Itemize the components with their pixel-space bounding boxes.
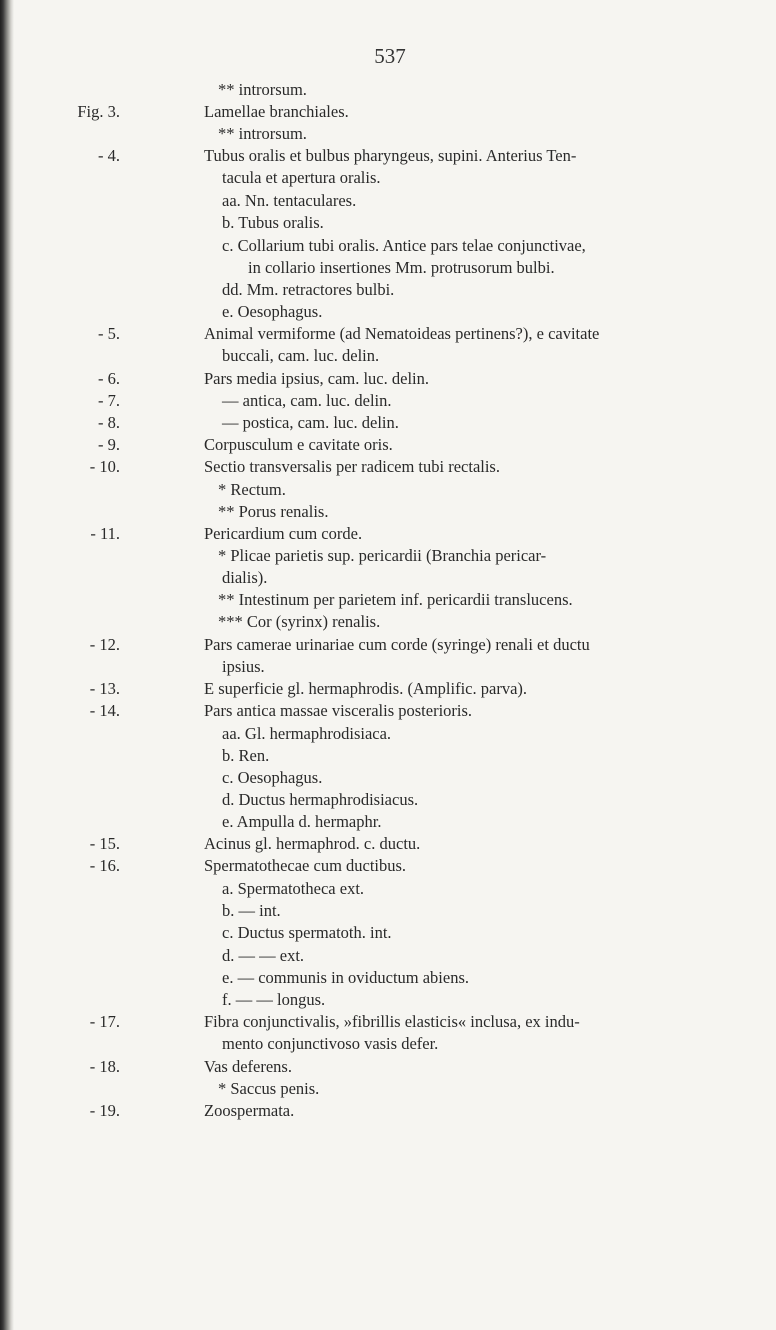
figure-number: - 14. bbox=[89, 701, 120, 720]
legend-line: c. Collarium tubi oralis. Antice pars telae conjunctivae, bbox=[222, 236, 586, 255]
legend-line: b. — int. bbox=[222, 901, 281, 920]
legend-line: tacula et apertura oralis. bbox=[222, 168, 381, 187]
legend-line: ** Intestinum per parietem inf. pericardii translucens. bbox=[218, 590, 573, 609]
legend-line: * Saccus penis. bbox=[218, 1079, 320, 1098]
legend-line: c. Ductus spermatoth. int. bbox=[222, 923, 392, 942]
figure-number: - 18. bbox=[89, 1057, 120, 1076]
figure-number: - 15. bbox=[89, 834, 120, 853]
figure-number: - 6. bbox=[98, 369, 120, 388]
legend-line: b. Tubus oralis. bbox=[222, 213, 324, 232]
legend-line: Fibra conjunctivalis, »fibrillis elasticis« inclusa, ex indu- bbox=[204, 1012, 580, 1031]
legend-line: dd. Mm. retractores bulbi. bbox=[222, 280, 395, 299]
figure-number: - 7. bbox=[98, 391, 120, 410]
legend-line: * Rectum. bbox=[218, 480, 286, 499]
legend-line: ** introrsum. bbox=[218, 80, 307, 99]
page-binding-shadow bbox=[0, 0, 14, 1330]
legend-line: e. Ampulla d. hermaphr. bbox=[222, 812, 382, 831]
legend-line: Acinus gl. hermaphrod. c. ductu. bbox=[204, 834, 421, 853]
figure-number: - 5. bbox=[98, 324, 120, 343]
legend-line: Pars antica massae visceralis posterioris. bbox=[204, 701, 473, 720]
legend-line: ** Porus renalis. bbox=[218, 502, 329, 521]
legend-line: e. Oesophagus. bbox=[222, 302, 323, 321]
legend-line: Pars camerae urinariae cum corde (syringe) renali et ductu bbox=[204, 635, 590, 654]
legend-line: Animal vermiforme (ad Nematoideas pertinens?), e cavitate bbox=[204, 324, 600, 343]
figure-number: - 11. bbox=[90, 524, 120, 543]
legend-line: f. — — longus. bbox=[222, 990, 326, 1009]
legend-line: a. Spermatotheca ext. bbox=[222, 879, 365, 898]
legend-line: d. Ductus hermaphrodisiacus. bbox=[222, 790, 419, 809]
legend-line: Corpusculum e cavitate oris. bbox=[204, 435, 393, 454]
legend-line: ** introrsum. bbox=[218, 124, 307, 143]
legend-line: e. — communis in oviductum abiens. bbox=[222, 968, 470, 987]
legend-line: aa. Nn. tentaculares. bbox=[222, 191, 357, 210]
legend-line: Sectio transversalis per radicem tubi rectalis. bbox=[204, 457, 500, 476]
figure-number: - 10. bbox=[89, 457, 120, 476]
figure-number: - 13. bbox=[89, 679, 120, 698]
figure-number: - 12. bbox=[89, 635, 120, 654]
legend-line: *** Cor (syrinx) renalis. bbox=[218, 612, 381, 631]
figure-number: - 9. bbox=[98, 435, 120, 454]
figure-number: - 4. bbox=[98, 146, 120, 165]
legend-line: dialis). bbox=[222, 568, 268, 587]
legend-line: Lamellae branchiales. bbox=[204, 102, 349, 121]
legend-line: Pericardium cum corde. bbox=[204, 524, 363, 543]
legend-line: in collario insertiones Mm. protrusorum bulbi. bbox=[248, 258, 555, 277]
legend-line: Spermatothecae cum ductibus. bbox=[204, 856, 407, 875]
figure-number: - 16. bbox=[89, 856, 120, 875]
legend-line: * Plicae parietis sup. pericardii (Branchia pericar- bbox=[218, 546, 547, 565]
legend-line: Tubus oralis et bulbus pharyngeus, supini. Anterius Ten- bbox=[204, 146, 577, 165]
legend-line: Zoospermata. bbox=[204, 1101, 295, 1120]
legend-line: c. Oesophagus. bbox=[222, 768, 323, 787]
page-number: 537 bbox=[374, 44, 406, 68]
figure-number: - 19. bbox=[89, 1101, 120, 1120]
legend-line: Pars media ipsius, cam. luc. delin. bbox=[204, 369, 429, 388]
figure-number: Fig. 3. bbox=[77, 102, 120, 121]
legend-line: buccali, cam. luc. delin. bbox=[222, 346, 380, 365]
figure-number: - 17. bbox=[89, 1012, 120, 1031]
legend-line: mento conjunctivoso vasis defer. bbox=[222, 1034, 439, 1053]
legend-line: b. Ren. bbox=[222, 746, 270, 765]
legend-line: d. — — ext. bbox=[222, 946, 305, 965]
figure-number: - 8. bbox=[98, 413, 120, 432]
legend-line: E superficie gl. hermaphrodis. (Amplific. parva). bbox=[204, 679, 528, 698]
legend-line: — antica, cam. luc. delin. bbox=[222, 391, 392, 410]
legend-line: Vas deferens. bbox=[204, 1057, 292, 1076]
legend-line: — postica, cam. luc. delin. bbox=[222, 413, 399, 432]
legend-line: ipsius. bbox=[222, 657, 265, 676]
legend-line: aa. Gl. hermaphrodisiaca. bbox=[222, 724, 392, 743]
